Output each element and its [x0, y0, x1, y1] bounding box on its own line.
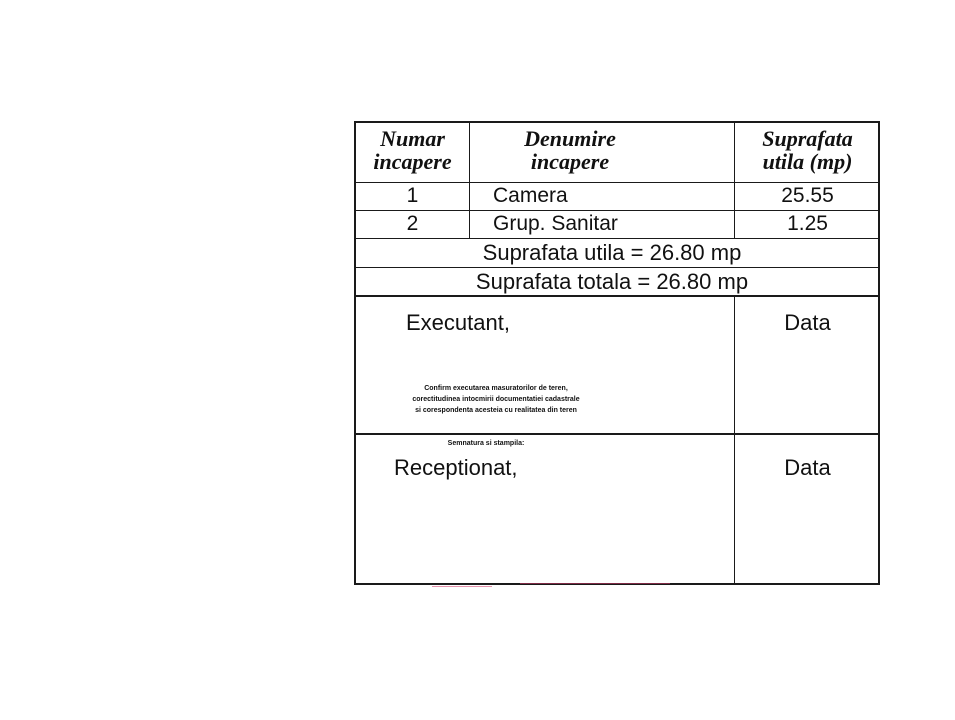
header-room-number: Numar incapere [373, 126, 452, 174]
receptionat-label: Receptionat, [394, 455, 518, 480]
receptionat-date-label: Data [784, 455, 831, 480]
header-useful-area: Suprafata utila (mp) [762, 126, 853, 174]
executant-confirmation-text: Confirm executarea masuratorilor de teren, corectitudinea intocmirii documentatiei cadastrale si corespondenta acesteia cu realitatea din teren [412, 385, 580, 414]
total-area: Suprafata totala = 26.80 mp [475, 269, 749, 294]
room-area: 1.25 [787, 212, 828, 235]
table-row [356, 211, 878, 239]
executant-date-label: Data [784, 310, 831, 335]
executant-label: Executant, [406, 310, 510, 335]
useful-area-total: Suprafata utila = 26.80 mp [482, 240, 742, 265]
stamp-trace [432, 586, 492, 587]
receptionat-section [356, 435, 878, 583]
header-row [356, 123, 878, 183]
room-name: Camera [493, 184, 568, 207]
header-room-name: Denumire incapere [524, 126, 616, 174]
summary-useful-row [356, 239, 878, 268]
signature-note: Semnatura si stampila: [447, 440, 525, 447]
room-number: 2 [406, 212, 419, 235]
summary-total-row [356, 268, 878, 297]
stamp-trace [520, 583, 670, 584]
room-name: Grup. Sanitar [493, 212, 618, 235]
executant-section [356, 297, 878, 435]
room-number: 1 [406, 184, 419, 207]
table-row [356, 183, 878, 211]
room-area-table [354, 121, 880, 585]
room-area: 25.55 [781, 184, 834, 207]
